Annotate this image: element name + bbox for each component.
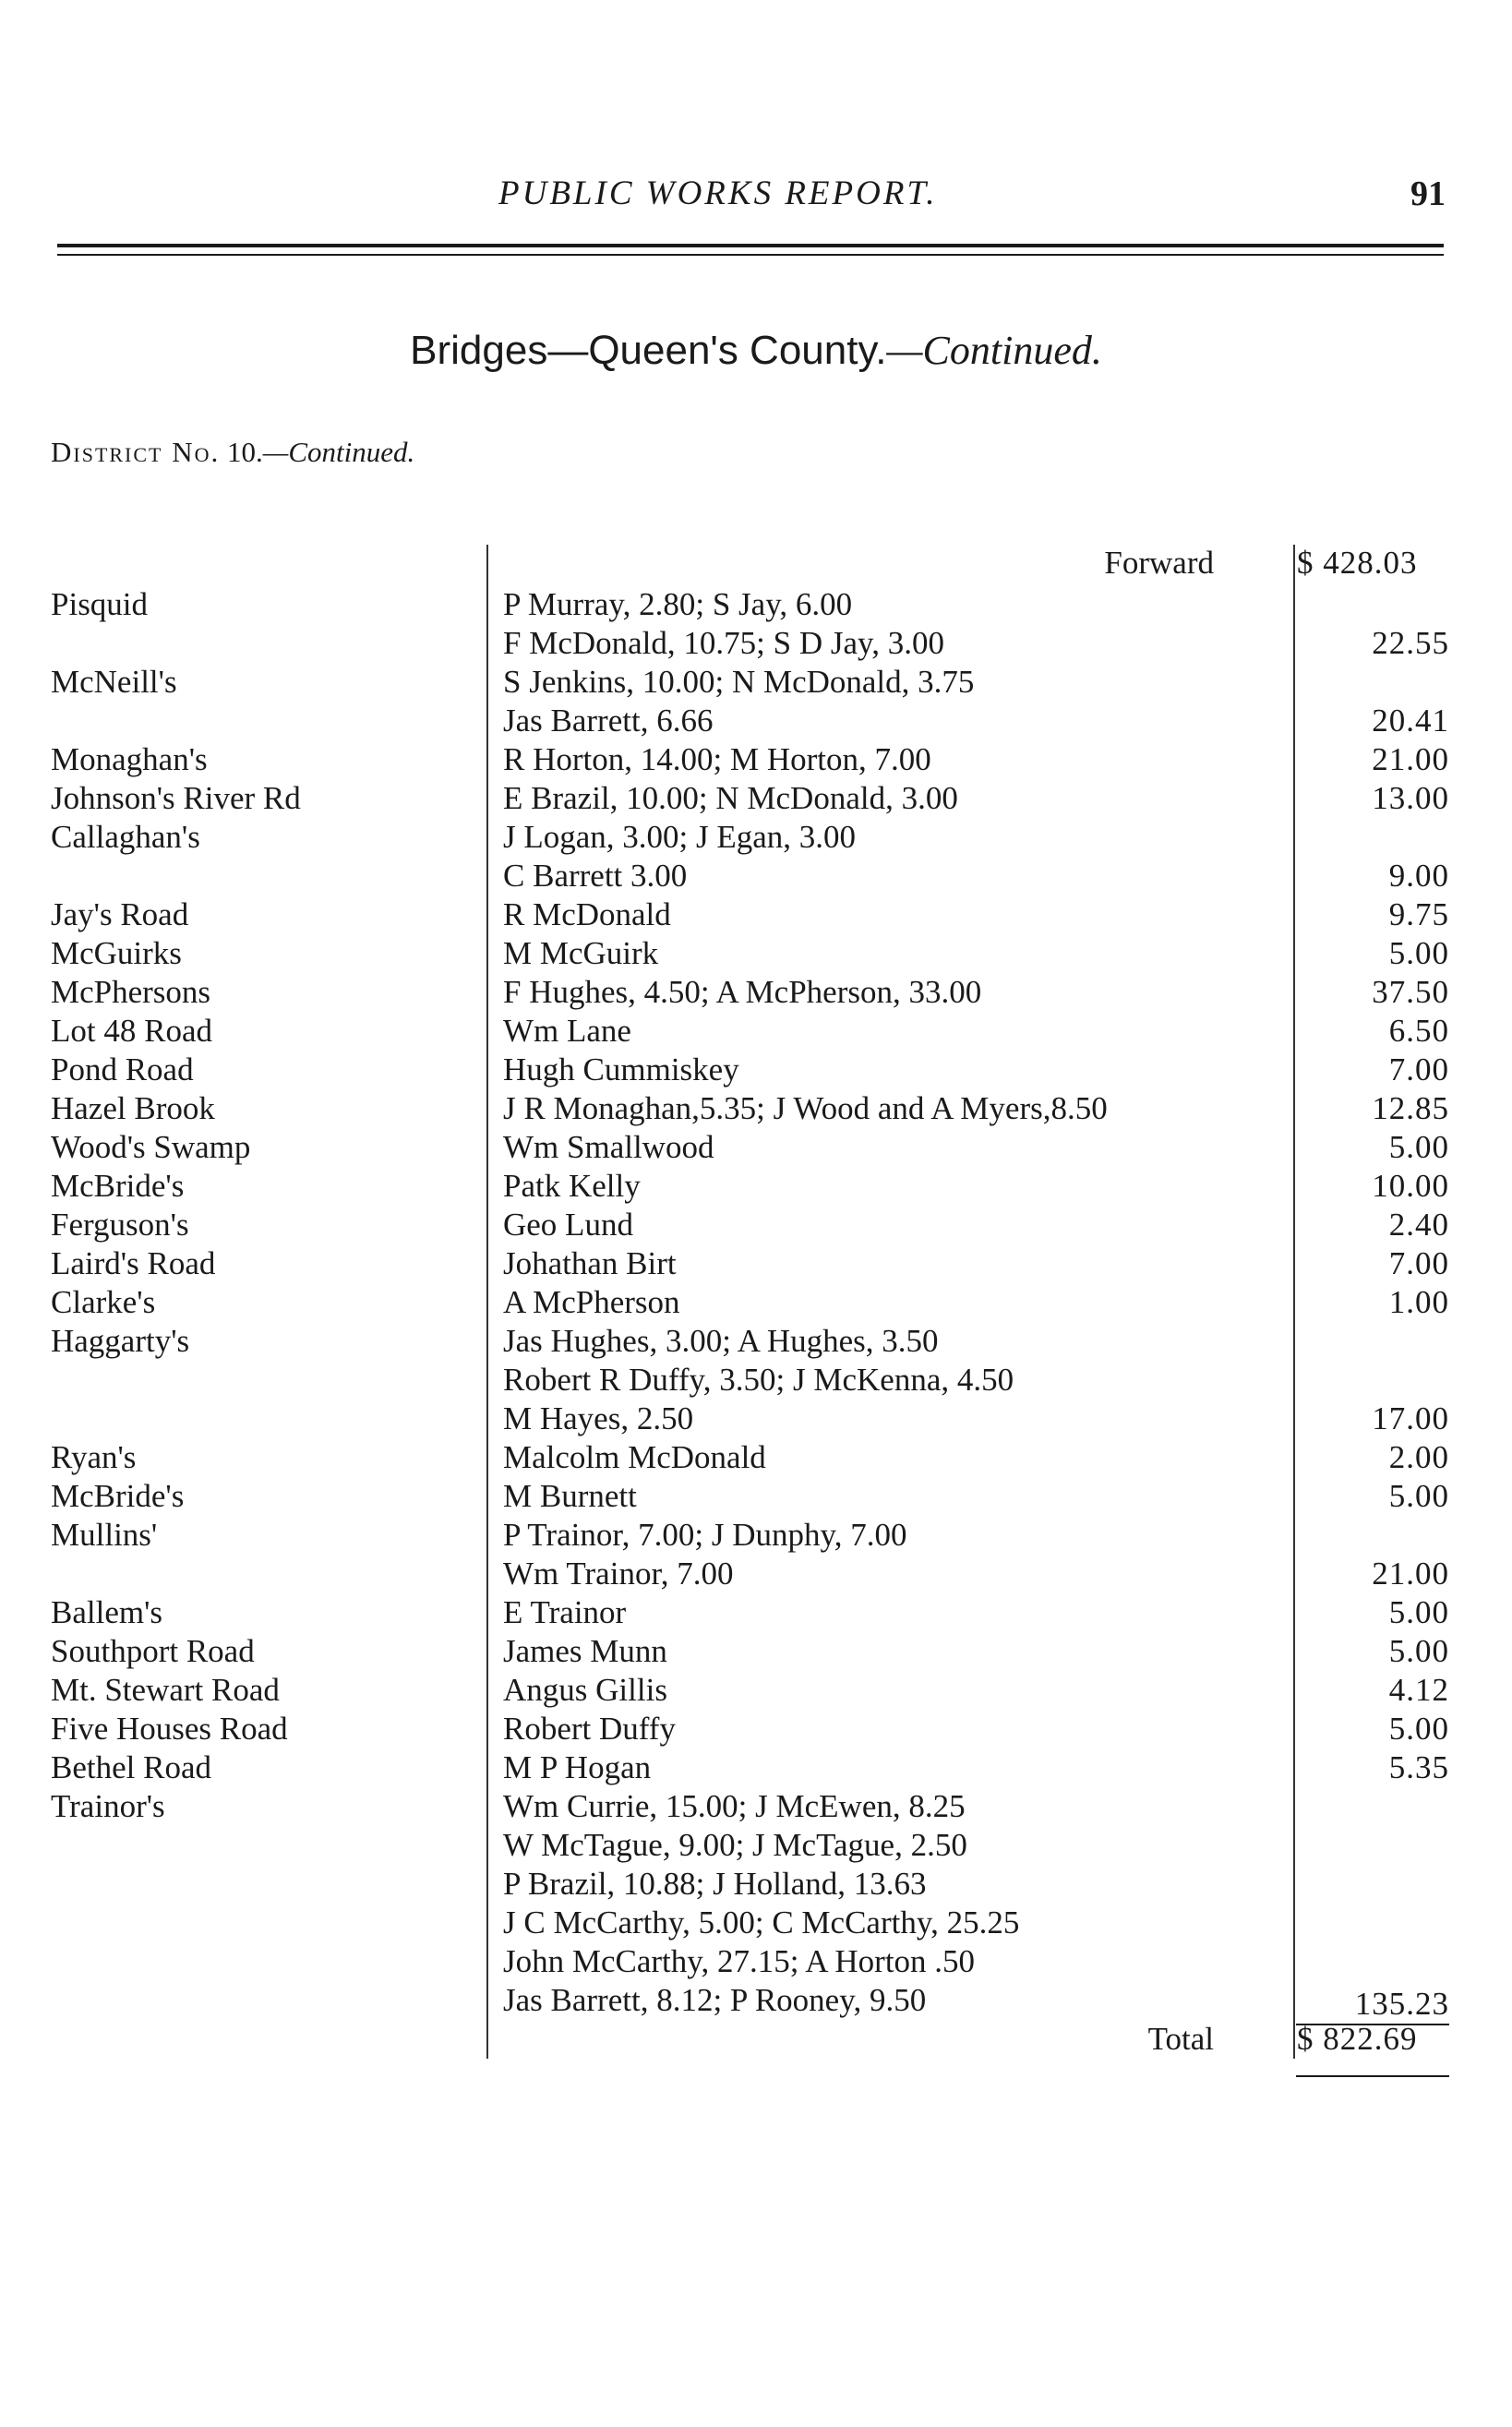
total-label: Total	[1147, 2021, 1214, 2057]
payee-line: P Murray, 2.80; S Jay, 6.00	[503, 586, 853, 622]
payee-line: E Trainor	[503, 1594, 627, 1630]
payee-line: Angus Gillis	[503, 1672, 667, 1708]
payee-line: C Barrett 3.00	[503, 858, 688, 894]
amount: 4.12	[1388, 1672, 1449, 1708]
forward-label: Forward	[1104, 545, 1214, 581]
payee-line: James Munn	[503, 1633, 667, 1669]
road-name: Monaghan's	[51, 741, 208, 777]
payee-line: Robert Duffy	[503, 1711, 676, 1747]
payee-line: Malcolm McDonald	[503, 1439, 766, 1475]
road-name: Mt. Stewart Road	[51, 1672, 280, 1708]
road-name: Lot 48 Road	[51, 1013, 212, 1049]
payee-line: Geo Lund	[503, 1207, 633, 1243]
amount: 2.40	[1388, 1207, 1449, 1243]
road-name: Ballem's	[51, 1594, 163, 1630]
payee-line: A McPherson	[503, 1284, 680, 1320]
amount: 10.00	[1372, 1168, 1449, 1204]
amount: 20.41	[1372, 703, 1449, 739]
header-rule-thick	[57, 244, 1444, 247]
payee-line: J Logan, 3.00; J Egan, 3.00	[503, 819, 857, 855]
total-rule	[1296, 2075, 1449, 2077]
amount: 12.85	[1372, 1090, 1449, 1126]
road-name: Hazel Brook	[51, 1090, 215, 1126]
amount: 135.23	[1354, 1986, 1449, 2022]
payee-line: Jas Barrett, 8.12; P Rooney, 9.50	[503, 1982, 927, 2018]
payee-line: Wm Trainor, 7.00	[503, 1556, 734, 1592]
road-name: Bethel Road	[51, 1749, 211, 1785]
road-name: Pisquid	[51, 586, 149, 622]
column-divider-left	[486, 545, 488, 2059]
amount: 17.00	[1372, 1400, 1449, 1436]
page-number: 91	[1410, 174, 1446, 213]
road-name: McBride's	[51, 1478, 185, 1514]
payee-line: F Hughes, 4.50; A McPherson, 33.00	[503, 974, 982, 1010]
payee-line: M P Hogan	[503, 1749, 652, 1785]
payee-line: M Hayes, 2.50	[503, 1400, 694, 1436]
district-label: District No.	[51, 436, 221, 468]
payee-line: Johathan Birt	[503, 1245, 677, 1281]
road-name: Trainor's	[51, 1788, 165, 1824]
amount: 5.00	[1388, 1478, 1449, 1514]
payee-line: P Trainor, 7.00; J Dunphy, 7.00	[503, 1517, 907, 1553]
road-name: Callaghan's	[51, 819, 200, 855]
payee-line: Wm Lane	[503, 1013, 631, 1049]
road-name: McPhersons	[51, 974, 211, 1010]
amount: 13.00	[1372, 780, 1449, 816]
payee-line: Hugh Cummiskey	[503, 1051, 739, 1087]
amount: 5.35	[1388, 1749, 1449, 1785]
payee-line: M Burnett	[503, 1478, 637, 1514]
district-number: 10.	[227, 436, 263, 468]
header-rule-thin	[57, 254, 1444, 256]
payee-line: J C McCarthy, 5.00; C McCarthy, 25.25	[503, 1904, 1020, 1940]
road-name: Wood's Swamp	[51, 1129, 251, 1165]
payee-line: Robert R Duffy, 3.50; J McKenna, 4.50	[503, 1362, 1014, 1398]
district-continued: —Continued.	[262, 436, 415, 468]
road-name: Pond Road	[51, 1051, 194, 1087]
amount: 9.75	[1388, 896, 1449, 932]
payee-line: E Brazil, 10.00; N McDonald, 3.00	[503, 780, 958, 816]
amount: 9.00	[1388, 858, 1449, 894]
payee-line: P Brazil, 10.88; J Holland, 13.63	[503, 1866, 927, 1902]
payee-line: Wm Currie, 15.00; J McEwen, 8.25	[503, 1788, 966, 1824]
column-divider-right	[1293, 545, 1295, 2059]
amount: 22.55	[1372, 625, 1449, 661]
payee-line: S Jenkins, 10.00; N McDonald, 3.75	[503, 664, 975, 700]
amount: 21.00	[1372, 741, 1449, 777]
amount: 5.00	[1388, 1594, 1449, 1630]
amount: 5.00	[1388, 1129, 1449, 1165]
road-name: Southport Road	[51, 1633, 255, 1669]
payee-line: Wm Smallwood	[503, 1129, 714, 1165]
section-title	[0, 327, 1512, 374]
road-name: Laird's Road	[51, 1245, 216, 1281]
amount: 1.00	[1388, 1284, 1449, 1320]
road-name: Mullins'	[51, 1517, 158, 1553]
district-heading	[51, 436, 414, 469]
total-amount: $ 822.69	[1297, 2021, 1418, 2057]
road-name: Ryan's	[51, 1439, 137, 1475]
payee-line: Patk Kelly	[503, 1168, 641, 1204]
road-name: McGuirks	[51, 935, 182, 971]
amount: 5.00	[1388, 935, 1449, 971]
running-head	[0, 174, 1512, 220]
amount: 7.00	[1388, 1245, 1449, 1281]
amount: 7.00	[1388, 1051, 1449, 1087]
road-name: Five Houses Road	[51, 1711, 288, 1747]
payee-line: Jas Hughes, 3.00; A Hughes, 3.50	[503, 1323, 939, 1359]
road-name: Ferguson's	[51, 1207, 189, 1243]
road-name: McBride's	[51, 1168, 185, 1204]
payee-line: R McDonald	[503, 896, 671, 932]
forward-amount: $ 428.03	[1297, 545, 1418, 581]
amount: 5.00	[1388, 1633, 1449, 1669]
payee-line: F McDonald, 10.75; S D Jay, 3.00	[503, 625, 945, 661]
amount: 5.00	[1388, 1711, 1449, 1747]
payee-line: Jas Barrett, 6.66	[503, 703, 714, 739]
road-name: McNeill's	[51, 664, 177, 700]
road-name: Clarke's	[51, 1284, 156, 1320]
running-title: PUBLIC WORKS REPORT.	[498, 174, 938, 212]
amount: 37.50	[1372, 974, 1449, 1010]
amount: 2.00	[1388, 1439, 1449, 1475]
section-title-continued: —Continued.	[886, 328, 1102, 373]
payee-line: John McCarthy, 27.15; A Horton .50	[503, 1943, 976, 1979]
section-title-main: Bridges—Queen's County.	[410, 328, 887, 373]
payee-line: R Horton, 14.00; M Horton, 7.00	[503, 741, 931, 777]
road-name: Haggarty's	[51, 1323, 190, 1359]
road-name: Jay's Road	[51, 896, 189, 932]
payee-line: W McTague, 9.00; J McTague, 2.50	[503, 1827, 967, 1863]
payee-line: J R Monaghan,5.35; J Wood and A Myers,8.50	[503, 1090, 1108, 1126]
amount: 21.00	[1372, 1556, 1449, 1592]
amount: 6.50	[1388, 1013, 1449, 1049]
payee-line: M McGuirk	[503, 935, 659, 971]
road-name: Johnson's River Rd	[51, 780, 301, 816]
